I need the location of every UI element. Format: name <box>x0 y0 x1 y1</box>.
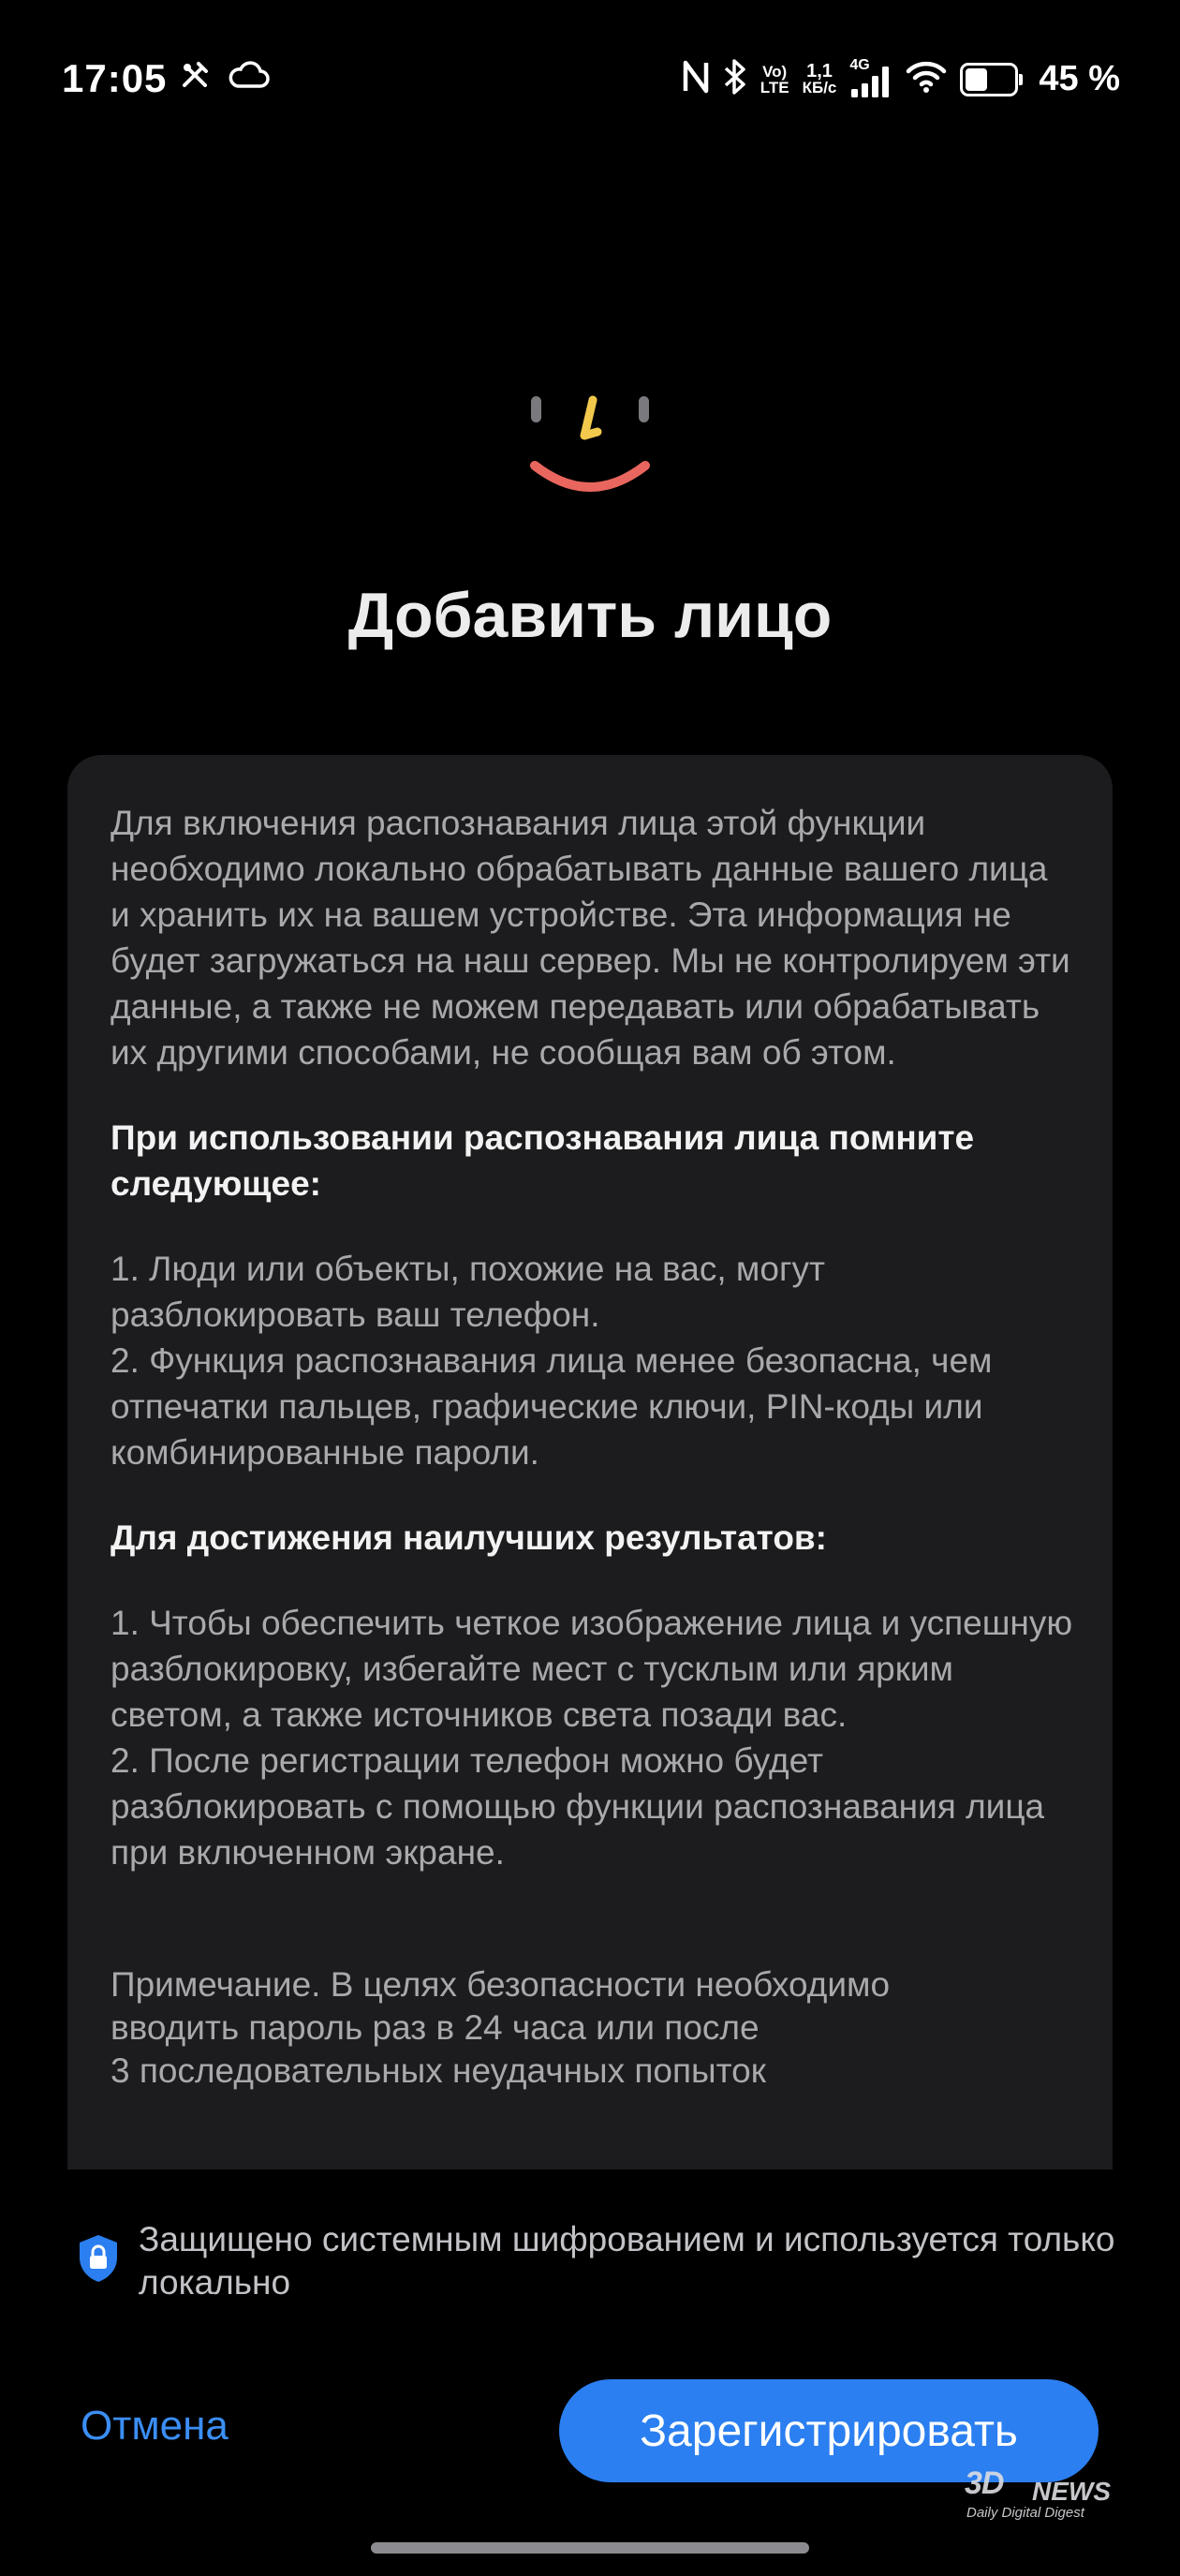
wifi-icon <box>906 60 947 98</box>
volte-icon <box>760 64 789 96</box>
signal-4g-icon <box>849 56 892 98</box>
note-line: вводить пароль раз в 24 часа или после <box>111 2008 760 2047</box>
note-line: 3 последовательных неудачных попыток <box>111 2051 766 2090</box>
list-item: 2. Функция распознавания лица менее безопасна, чем отпечатки пальцев, графические ключи, PIN-коды или комбинированные пароли. <box>111 1341 993 1472</box>
register-button[interactable]: Зарегистрировать <box>559 2379 1099 2482</box>
note-line: Примечание. В целях безопасности необходимо <box>111 1965 891 2004</box>
list-item: 2. После регистрации телефон можно будет разблокировать с помощью функции распознавания лица при включенном экране. <box>111 1741 1045 1872</box>
bluetooth-icon <box>723 58 747 100</box>
volte-line2: LTE <box>760 78 789 96</box>
cloud-icon <box>229 61 270 94</box>
status-bar <box>0 0 1180 159</box>
speed-unit: КБ/с <box>802 78 837 96</box>
tools-icon <box>180 60 210 95</box>
encryption-notice-text: Защищено системным шифрованием и используется только локально <box>139 2220 1115 2302</box>
remember-heading: При использовании распознавания лица помните следующее: <box>111 1118 975 1203</box>
battery-fill <box>966 68 987 91</box>
battery-percent: 45 % <box>1039 59 1120 98</box>
info-card[interactable] <box>67 755 1113 2169</box>
nfc-icon <box>682 59 710 99</box>
watermark-main: 3D <box>965 2465 1004 2501</box>
encryption-notice <box>77 2218 1116 2304</box>
shield-lock-icon <box>77 2233 120 2284</box>
network-speed-icon <box>802 60 837 96</box>
watermark-news: NEWS <box>1032 2477 1111 2506</box>
cancel-button[interactable]: Отмена <box>81 2403 229 2449</box>
page-title: Добавить лицо <box>347 580 833 651</box>
3dnews-watermark-logo <box>965 2465 1152 2522</box>
remember-list <box>111 1246 1075 1475</box>
watermark-sub: Daily Digital Digest <box>966 2505 1084 2521</box>
battery-icon <box>960 63 1018 96</box>
list-item: 1. Люди или объекты, похожие на вас, могут разблокировать ваш телефон. <box>111 1250 825 1334</box>
status-right-icons <box>682 58 1120 100</box>
home-indicator[interactable] <box>371 2542 809 2554</box>
status-time: 17:05 <box>62 56 168 100</box>
network-type-label: 4G <box>849 56 870 73</box>
info-text <box>111 800 1075 2093</box>
volte-line1: Vo) <box>762 62 788 81</box>
list-item: 1. Чтобы обеспечить четкое изображение лица и успешную разблокировку, избегайте мест с тусклым или ярким светом, а также источников света позади вас. <box>111 1604 1073 1734</box>
security-note <box>111 1963 1075 2093</box>
status-left-icons <box>180 60 270 95</box>
face-smile-icon <box>520 389 660 501</box>
results-heading: Для достижения наилучших результатов: <box>111 1518 827 1557</box>
results-list <box>111 1600 1075 1875</box>
intro-paragraph: Для включения распознавания лица этой функции необходимо локально обрабатывать данные вашего лица и хранить их на вашем устройстве. Эта информация не будет загружаться на наш сервер. Мы не контролируем эти данные, а также не можем передавать или обрабатывать их другими способами, не сообщая вам об этом. <box>111 804 1070 1072</box>
speed-value: 1,1 <box>806 60 833 81</box>
